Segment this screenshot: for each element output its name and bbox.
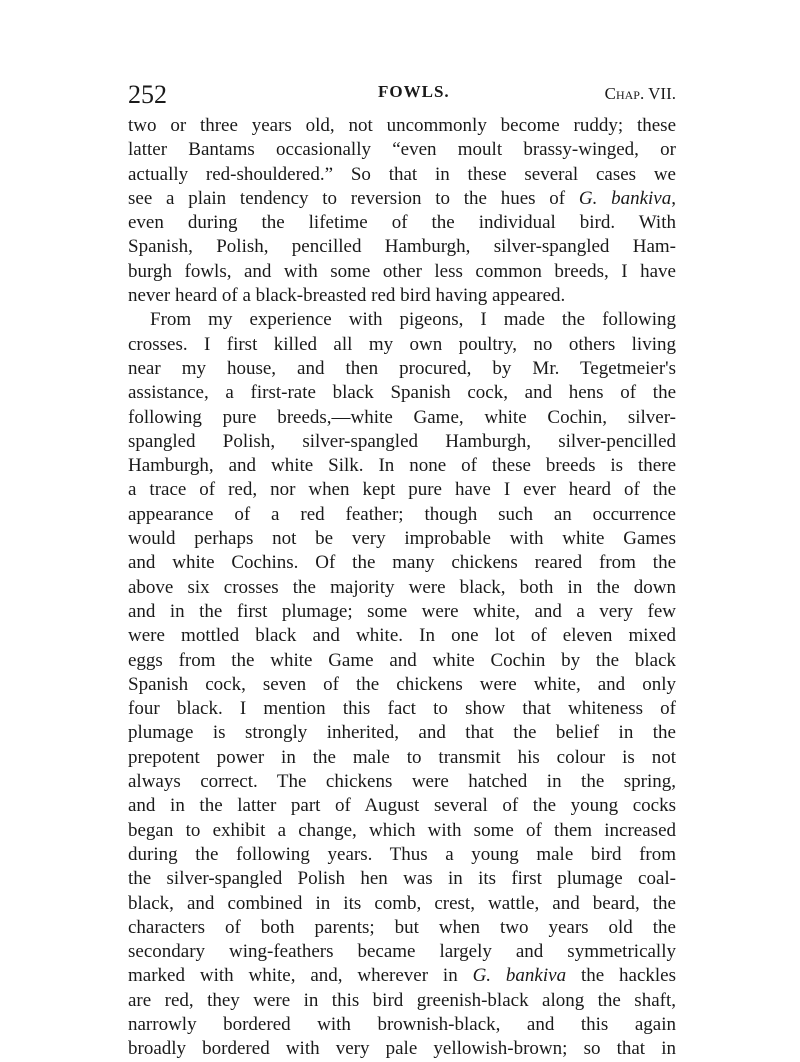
text-line: began to exhibit a change, which with some of them increased <box>128 819 676 841</box>
paragraph <box>128 114 676 308</box>
text-line: characters of both parents; but when two years old the <box>128 916 676 938</box>
text-line: even during the lifetime of the individual bird. With <box>128 212 676 234</box>
text-line: are red, they were in this bird greenish-black along the shaft, <box>128 989 676 1011</box>
body-text <box>128 114 676 1062</box>
running-title: FOWLS. <box>378 82 450 101</box>
text-line: prepotent power in the male to transmit his colour is not <box>128 746 676 768</box>
text-line: and in the first plumage; some were white, and a very few <box>128 600 676 622</box>
text-line: From my experience with pigeons, I made the following <box>150 309 676 331</box>
text-line: Spanish, Polish, pencilled Hamburgh, silver-spangled Ham- <box>128 236 676 258</box>
text-line: four black. I mention this fact to show that whiteness of <box>128 698 676 720</box>
text-line: latter Bantams occasionally “even moult brassy-winged, or <box>128 139 676 161</box>
text-line: plumage is strongly inherited, and that the belief in the <box>128 722 676 744</box>
text-line: actually red-shouldered.” So that in these several cases we <box>128 163 676 185</box>
text-line: Spanish cock, seven of the chickens were white, and only <box>128 673 676 695</box>
text-line: narrowly bordered with brownish-black, and this again <box>128 1013 676 1035</box>
text-line: and in the latter part of August several of the young cocks <box>128 795 676 817</box>
text-line: burgh fowls, and with some other less common breeds, I have <box>128 260 676 282</box>
text-line: never heard of a black-breasted red bird having appeared. <box>128 285 566 307</box>
text-line: during the following years. Thus a young male bird from <box>128 843 676 865</box>
text-line: following pure breeds,—white Game, white Cochin, silver- <box>128 406 676 428</box>
text-line: were mottled black and white. In one lot of eleven mixed <box>128 625 676 647</box>
text-line: broadly bordered with very pale yellowish-brown; so that in <box>128 1038 676 1060</box>
text-line: above six crosses the majority were black, both in the down <box>128 576 676 598</box>
text-line: near my house, and then procured, by Mr. Tegetmeier's <box>128 357 676 379</box>
text-line: assistance, a first-rate black Spanish cock, and hens of the <box>128 382 676 404</box>
text-line: spangled Polish, silver-spangled Hamburgh, silver-pencilled <box>128 430 676 452</box>
text-line: the silver-spangled Polish hen was in its first plumage coal- <box>128 868 676 890</box>
paragraph <box>128 308 676 1061</box>
text-line: Hamburgh, and white Silk. In none of these breeds is there <box>128 455 676 477</box>
text-line: eggs from the white Game and white Cochin by the black <box>128 649 676 671</box>
text-line: black, and combined in its comb, crest, wattle, and beard, the <box>128 892 676 914</box>
text-line: and white Cochins. Of the many chickens reared from the <box>128 552 676 574</box>
page-number: 252 <box>128 80 167 109</box>
text-line: appearance of a red feather; though such an occurrence <box>128 503 676 525</box>
text-line: would perhaps not be very improbable with white Games <box>128 528 676 550</box>
text-line: see a plain tendency to reversion to the hues of G. bankiva, <box>128 187 676 209</box>
text-line: two or three years old, not uncommonly become ruddy; these <box>128 115 676 136</box>
text-line: always correct. The chickens were hatched in the spring, <box>128 771 676 793</box>
chapter-label: Chap. VII. <box>604 84 676 103</box>
text-line: crosses. I first killed all my own poultry, no others living <box>128 333 676 355</box>
text-line: a trace of red, nor when kept pure have I ever heard of the <box>128 479 676 501</box>
text-line: secondary wing-feathers became largely and symmetrically <box>128 941 676 963</box>
text-line: marked with white, and, wherever in G. bankiva the hackles <box>128 965 677 987</box>
page-header <box>128 80 676 112</box>
